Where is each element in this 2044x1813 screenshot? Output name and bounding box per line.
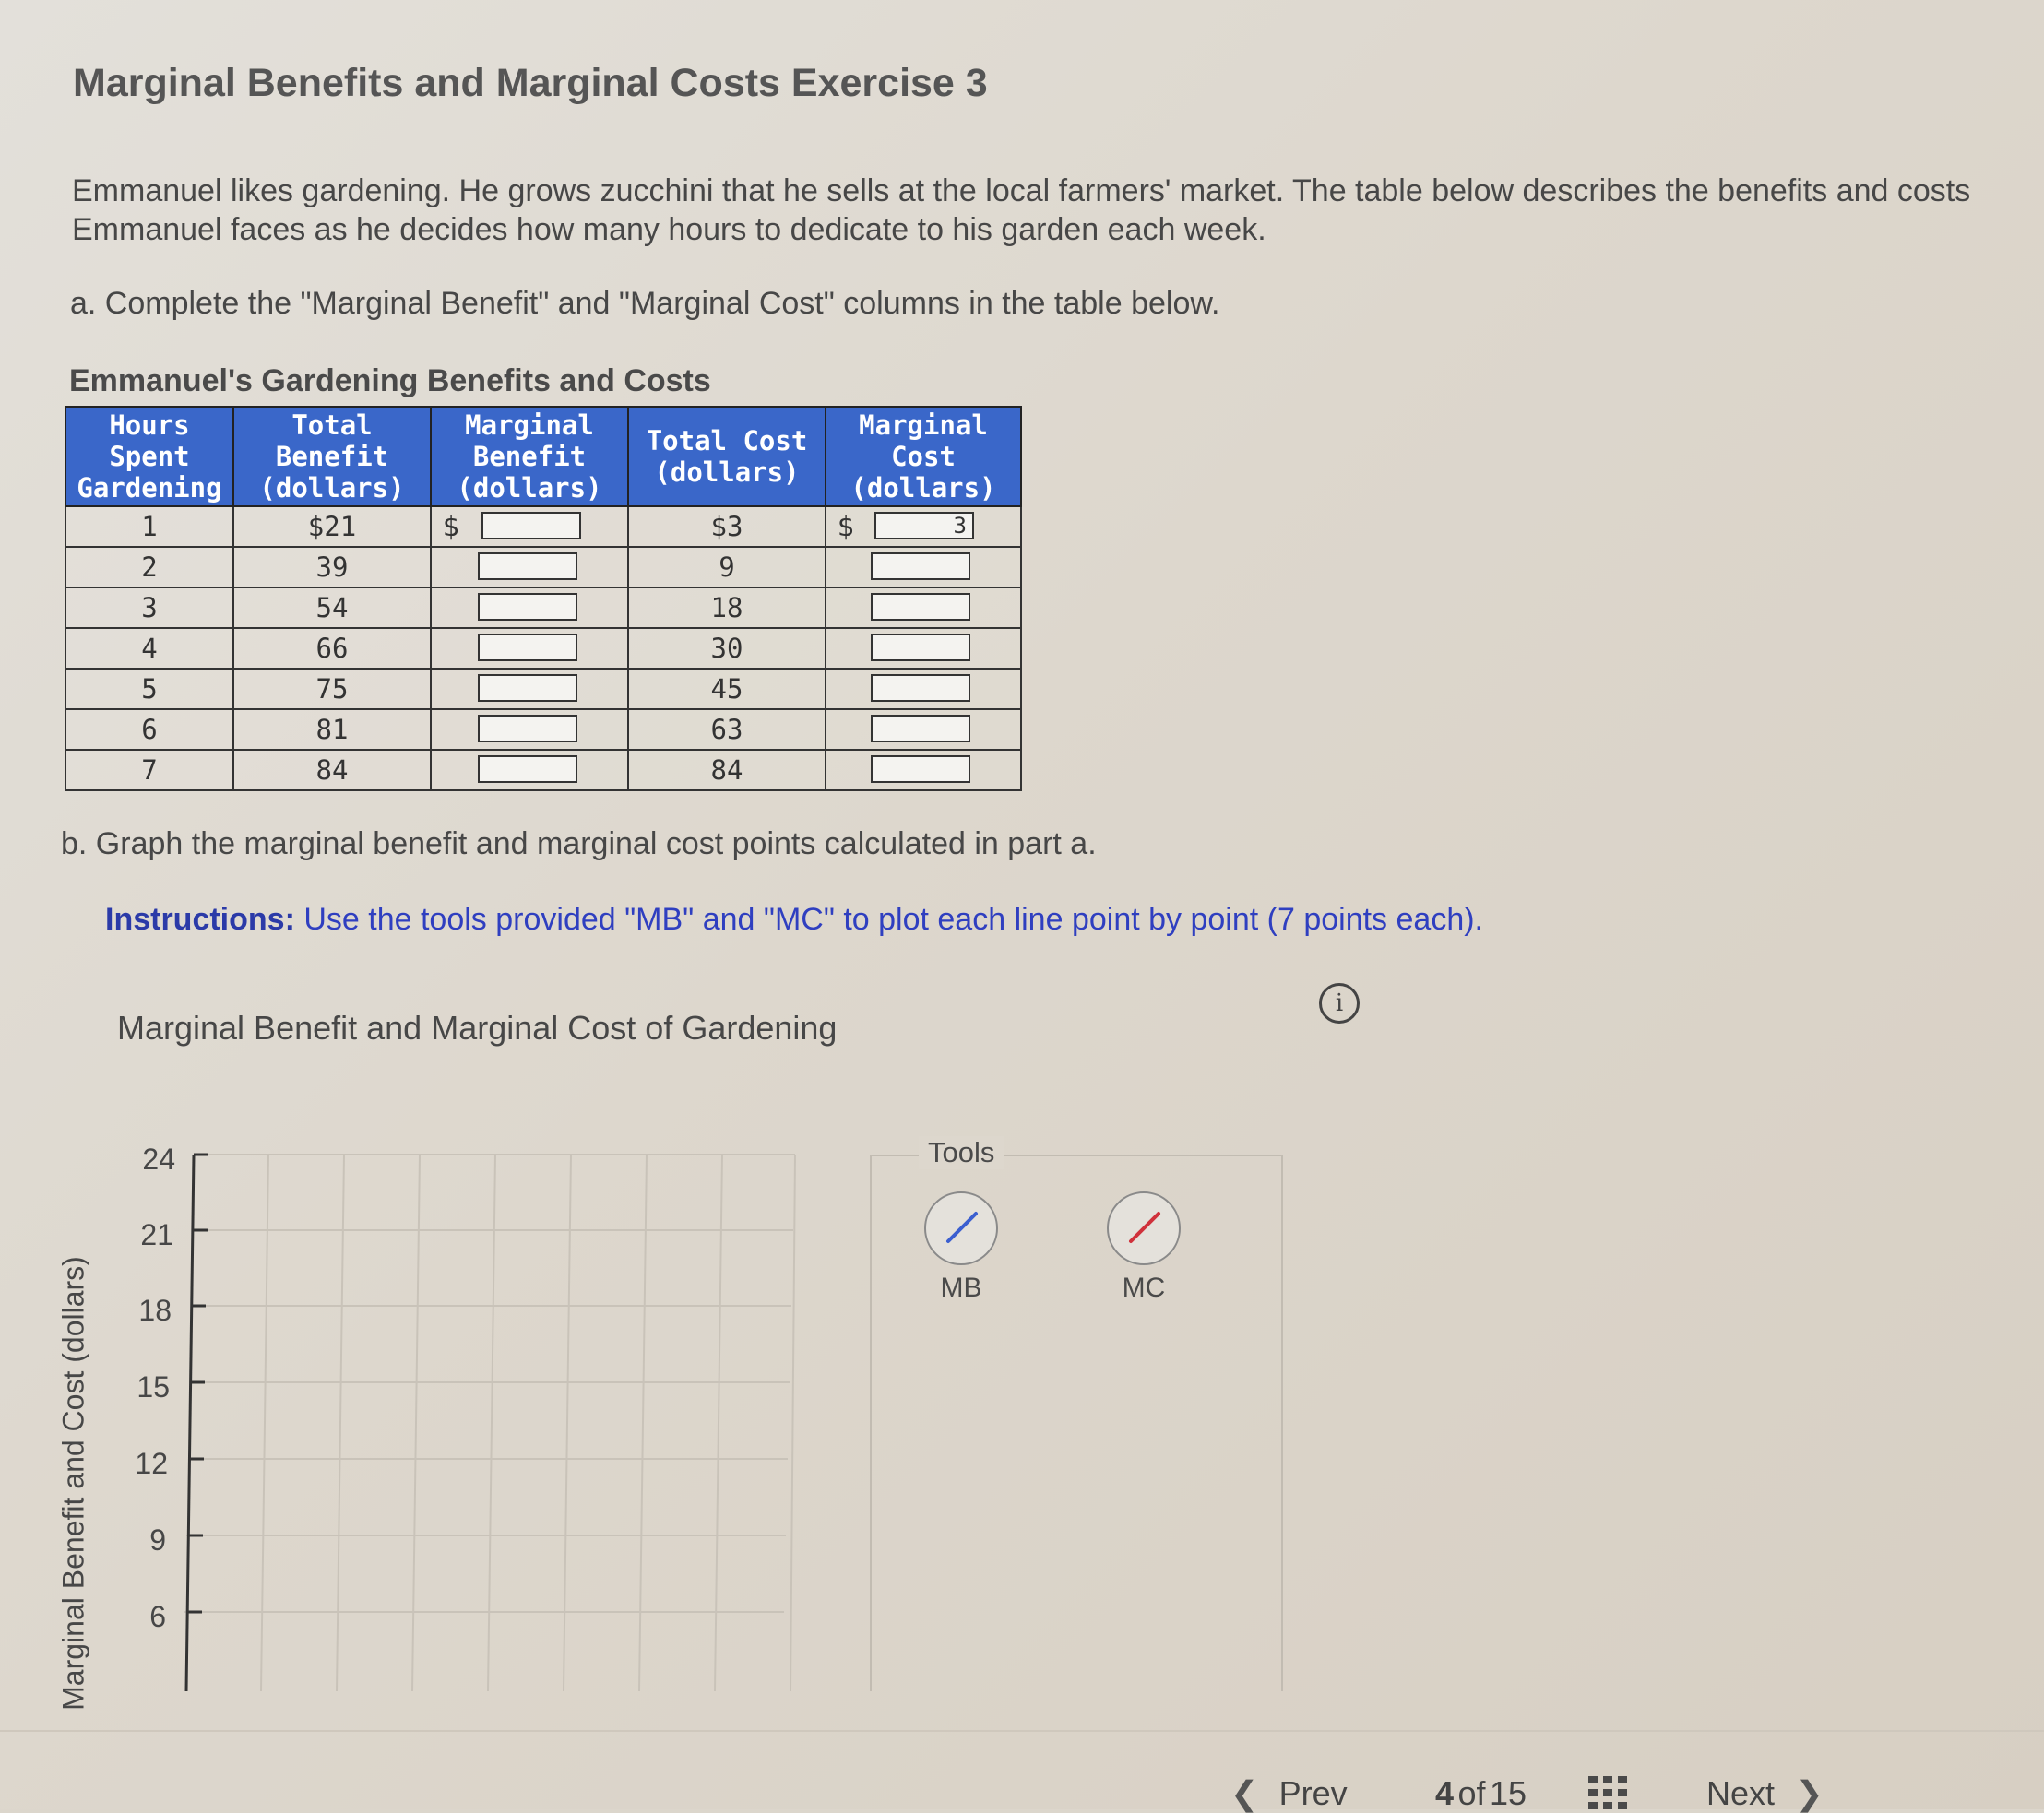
y-tick-label: 9 — [149, 1523, 166, 1557]
mb-tool-button[interactable] — [924, 1191, 998, 1265]
page-title: Marginal Benefits and Marginal Costs Exercise 3 — [73, 61, 988, 105]
header-hours: Hours Spent Gardening — [65, 407, 233, 506]
cell-hours: 5 — [65, 669, 233, 709]
table-row — [65, 750, 1021, 790]
y-tick-label: 6 — [149, 1600, 166, 1633]
y-tick-label: 21 — [140, 1218, 173, 1251]
cell-marginal-benefit — [431, 547, 628, 587]
cell-marginal-benefit — [431, 506, 628, 547]
cell-total-cost: 45 — [628, 669, 826, 709]
mb-input[interactable] — [478, 634, 577, 661]
tools-legend: Tools — [919, 1136, 1004, 1169]
page-of: of — [1457, 1774, 1486, 1812]
mb-input[interactable] — [478, 593, 577, 621]
page-total: 15 — [1489, 1774, 1527, 1812]
next-button[interactable] — [1706, 1774, 1824, 1813]
mb-input[interactable] — [481, 512, 581, 539]
mb-tool-label[interactable]: MB — [940, 1273, 982, 1303]
dollar-sign: $ — [838, 511, 855, 542]
table-row — [65, 628, 1021, 669]
cell-total-cost: $3 — [628, 506, 826, 547]
instructions-label: Instructions: — [105, 902, 295, 937]
mc-tool-label[interactable]: MC — [1122, 1273, 1166, 1303]
cell-marginal-benefit — [431, 587, 628, 628]
prev-label: Prev — [1278, 1774, 1348, 1812]
mc-input[interactable] — [871, 634, 970, 661]
page-indicator — [1435, 1774, 1527, 1813]
next-label: Next — [1706, 1774, 1776, 1812]
cell-total-benefit: 39 — [233, 547, 431, 587]
mc-input[interactable] — [871, 593, 970, 621]
part-b-prompt: b. Graph the marginal benefit and marginal cost points calculated in part a. — [61, 826, 1097, 861]
cell-hours: 2 — [65, 547, 233, 587]
mc-input[interactable] — [871, 552, 970, 580]
table-row — [65, 669, 1021, 709]
part-a-prompt: a. Complete the "Marginal Benefit" and "Marginal Cost" columns in the table below. — [70, 286, 1220, 321]
cell-marginal-benefit — [431, 750, 628, 790]
cell-total-benefit: 75 — [233, 669, 431, 709]
grid-view-icon[interactable] — [1588, 1776, 1629, 1809]
cell-marginal-cost — [826, 709, 1021, 750]
benefits-costs-table — [65, 406, 1022, 791]
cell-marginal-benefit — [431, 669, 628, 709]
cell-marginal-cost — [826, 547, 1021, 587]
y-tick-label: 18 — [138, 1294, 172, 1327]
cell-marginal-benefit — [431, 628, 628, 669]
line-tool-icon — [926, 1193, 996, 1263]
cell-hours: 1 — [65, 506, 233, 547]
mc-input[interactable] — [871, 674, 970, 702]
mc-input[interactable] — [871, 755, 970, 783]
grid-lines — [184, 1155, 795, 1691]
y-tick-label: 15 — [137, 1370, 170, 1404]
cell-hours: 3 — [65, 587, 233, 628]
mb-input[interactable] — [478, 715, 577, 742]
instructions-text: Use the tools provided "MB" and "MC" to plot each line point by point (7 points each). — [303, 902, 1483, 937]
info-icon[interactable]: i — [1319, 983, 1360, 1024]
instructions — [105, 902, 1483, 938]
cell-marginal-cost — [826, 506, 1021, 547]
prev-button[interactable] — [1230, 1774, 1348, 1813]
cell-hours: 4 — [65, 628, 233, 669]
header-marginal-cost: Marginal Cost (dollars) — [826, 407, 1021, 506]
cell-total-cost: 18 — [628, 587, 826, 628]
mb-input[interactable] — [478, 755, 577, 783]
cell-marginal-cost — [826, 669, 1021, 709]
cell-total-cost: 84 — [628, 750, 826, 790]
mb-input[interactable] — [478, 552, 577, 580]
cell-hours: 7 — [65, 750, 233, 790]
graph-title: Marginal Benefit and Marginal Cost of Gardening — [117, 1009, 838, 1047]
y-tick-label: 12 — [135, 1447, 168, 1480]
table-row — [65, 709, 1021, 750]
table-row — [65, 587, 1021, 628]
cell-marginal-cost — [826, 750, 1021, 790]
y-axis-label: Marginal Benefit and Cost (dollars) — [56, 1256, 90, 1711]
cell-total-cost: 9 — [628, 547, 826, 587]
cell-total-benefit: 81 — [233, 709, 431, 750]
cell-total-benefit: 84 — [233, 750, 431, 790]
header-marginal-benefit: Marginal Benefit (dollars) — [431, 407, 628, 506]
table-row — [65, 506, 1021, 547]
mc-input[interactable] — [871, 715, 970, 742]
cell-total-benefit: 54 — [233, 587, 431, 628]
mc-input[interactable]: 3 — [874, 512, 974, 539]
table-caption: Emmanuel's Gardening Benefits and Costs — [69, 363, 711, 398]
chevron-right-icon: ❯ — [1795, 1774, 1824, 1812]
dollar-sign: $ — [443, 511, 460, 542]
y-axis — [186, 1155, 208, 1691]
mb-input[interactable] — [478, 674, 577, 702]
cell-total-benefit: 66 — [233, 628, 431, 669]
cell-marginal-cost — [826, 587, 1021, 628]
table-row — [65, 547, 1021, 587]
table-header-row — [65, 407, 1021, 506]
line-tool-icon — [1109, 1193, 1179, 1263]
cell-marginal-cost — [826, 628, 1021, 669]
page-current: 4 — [1435, 1774, 1455, 1812]
header-total-cost: Total Cost (dollars) — [628, 407, 826, 506]
problem-intro: Emmanuel likes gardening. He grows zucchini that he sells at the local farmers' market. The table below describes the benefits and costs Emmanuel faces as he decides how many hours to dedicate to his garden each week. — [72, 173, 1971, 247]
cell-total-cost: 63 — [628, 709, 826, 750]
chevron-left-icon: ❮ — [1230, 1774, 1259, 1812]
mc-tool-button[interactable] — [1107, 1191, 1181, 1265]
cell-hours: 6 — [65, 709, 233, 750]
cell-total-benefit: $21 — [233, 506, 431, 547]
header-total-benefit: Total Benefit (dollars) — [233, 407, 431, 506]
cell-total-cost: 30 — [628, 628, 826, 669]
cell-marginal-benefit — [431, 709, 628, 750]
graph-plot-area[interactable] — [175, 1147, 802, 1691]
y-tick-label: 24 — [142, 1143, 175, 1176]
